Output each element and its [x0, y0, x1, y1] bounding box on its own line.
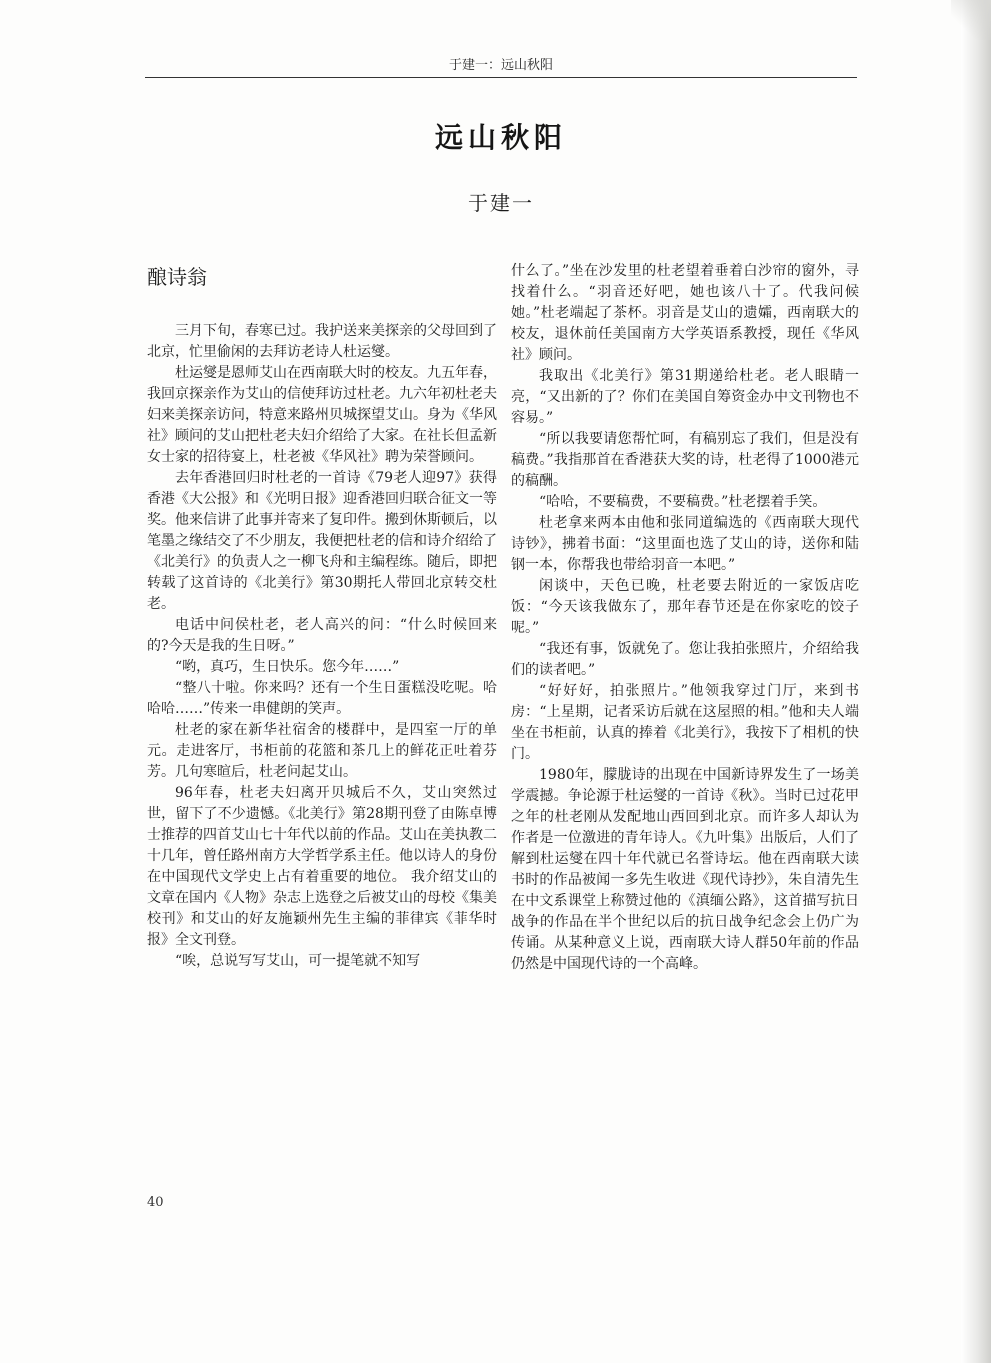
paragraph: 1980年，朦胧诗的出现在中国新诗界发生了一场美学震撼。争论源于杜运燮的一首诗《秋》。当时已过花甲之年的杜老刚从发配地山西回到北京。而许多人却认为作者是一位激进的青年诗人。《九叶集》出版后，人们了解到杜运燮在四十年代就已名誉诗坛。他在西南联大读书时的作品被闻一多先生收进《现代诗抄》，朱自清先生在中文系课堂上称赞过他的《滇缅公路》，这首描写抗日战争的作品在半个世纪以后的抗日战争纪念会上仍广为传诵。从某种意义上说，西南联大诗人群50年前的作品仍然是中国现代诗的一个高峰。 [511, 767, 859, 972]
paragraph: “好好好，拍张照片。”他领我穿过门厅，来到书房：“上星期，记者采访后就在这屋照的相。”他和夫人端坐在书柜前，认真的捧着《北美行》，我按下了相机的快门。 [511, 683, 859, 762]
paragraph: 96年春，杜老夫妇离开贝城后不久，艾山突然过世，留下了不少遗憾。《北美行》第28期刊登了由陈卓博士推荐的四首艾山七十年代以前的作品。艾山在美执教二十几年，曾任路州南方大学哲学系主任。他以诗人的身份在中国现代文学史上占有着重要的地位。 我介绍艾山的文章在国内《人物》杂志上选登之后被艾山的母校《集美校刊》和艾山的好友施颖州先生主编的菲律宾《菲华时报》全文刊登。 [147, 785, 497, 948]
paragraph: “我还有事，饭就免了。您让我拍张照片，介绍给我们的读者吧。” [511, 641, 859, 678]
article-author: 于建一 [468, 191, 534, 215]
paragraph: 闲谈中，天色已晚，杜老要去附近的一家饭店吃饭：“今天该我做东了，那年春节还是在你家吃的饺子呢。” [511, 578, 859, 636]
scan-edge-shadow [961, 0, 991, 1363]
scan-corner-shadow [951, 0, 991, 40]
section-heading: 酿诗翁 [147, 265, 207, 289]
paragraph: “哈哈，不要稿费，不要稿费。”杜老摆着手笑。 [539, 494, 827, 510]
paragraph: “整八十啦。你来吗？还有一个生日蛋糕没吃呢。哈哈哈……”传来一串健朗的笑声。 [147, 680, 497, 717]
paragraph: 去年香港回归时杜老的一首诗《79老人迎97》获得香港《大公报》和《光明日报》迎香港回归联合征文一等奖。他来信讲了此事并寄来了复印件。搬到休斯顿后，以笔墨之缘结交了不少朋友，我便把杜老的信和诗介绍给了《北美行》的负责人之一柳飞舟和主编程练。随后，即把转载了这首诗的《北美行》第30期托人带回北京转交杜老。 [147, 470, 497, 612]
paragraph: 杜运燮是恩师艾山在西南联大时的校友。九五年春，我回京探亲作为艾山的信使拜访过杜老。九六年初杜老夫妇来美探亲访问，特意来路州贝城探望艾山。身为《华风社》顾问的艾山把杜老夫妇介绍给了大家。在社长但孟新女士家的招待宴上，杜老被《华风社》聘为荣誉顾问。 [147, 365, 497, 465]
paragraph: 杜老拿来两本由他和张同道编选的《西南联大现代诗钞》，拂着书面：“这里面也选了艾山的诗，送你和陆钢一本，你帮我也带给羽音一本吧。” [511, 515, 859, 573]
paragraph: 我取出《北美行》第31期递给杜老。老人眼睛一亮，“又出新的了？你们在美国自筹资金办中文刊物也不容易。” [511, 368, 859, 426]
paragraph: 杜老的家在新华社宿舍的楼群中，是四室一厅的单元。走进客厅，书柜前的花篮和茶几上的鲜花正吐着芬芳。几句寒暄后，杜老问起艾山。 [147, 722, 497, 780]
paragraph: “唉，总说写写艾山，可一提笔就不知写 [175, 953, 421, 969]
header-rule [145, 77, 857, 78]
running-header: 于建一：远山秋阳 [448, 58, 553, 73]
paragraph-continued: 什么了。”坐在沙发里的杜老望着垂着白沙帘的窗外，寻找着什么。“羽音还好吧，她也该八十了。代我问候她。”杜老端起了茶杯。羽音是艾山的遗孀，西南联大的校友，退休前任美国南方大学英语系教授，现任《华风社》顾问。 [511, 263, 859, 363]
left-column [147, 265, 497, 972]
right-column [511, 261, 859, 975]
paragraph: “哟，真巧，生日快乐。您今年……” [175, 659, 400, 675]
page-number: 40 [147, 1195, 164, 1210]
paragraph: 电话中问侯杜老，老人高兴的问：“什么时候回来的?今天是我的生日呀。” [147, 617, 497, 654]
paragraph: “所以我要请您帮忙呵，有稿别忘了我们，但是没有稿费。”我指那首在香港获大奖的诗，杜老得了1000港元的稿酬。 [511, 431, 859, 489]
paragraph: 三月下旬，春寒已过。我护送来美探亲的父母回到了北京，忙里偷闲的去拜访老诗人杜运燮。 [147, 323, 497, 360]
article-title: 远山秋阳 [434, 121, 567, 154]
